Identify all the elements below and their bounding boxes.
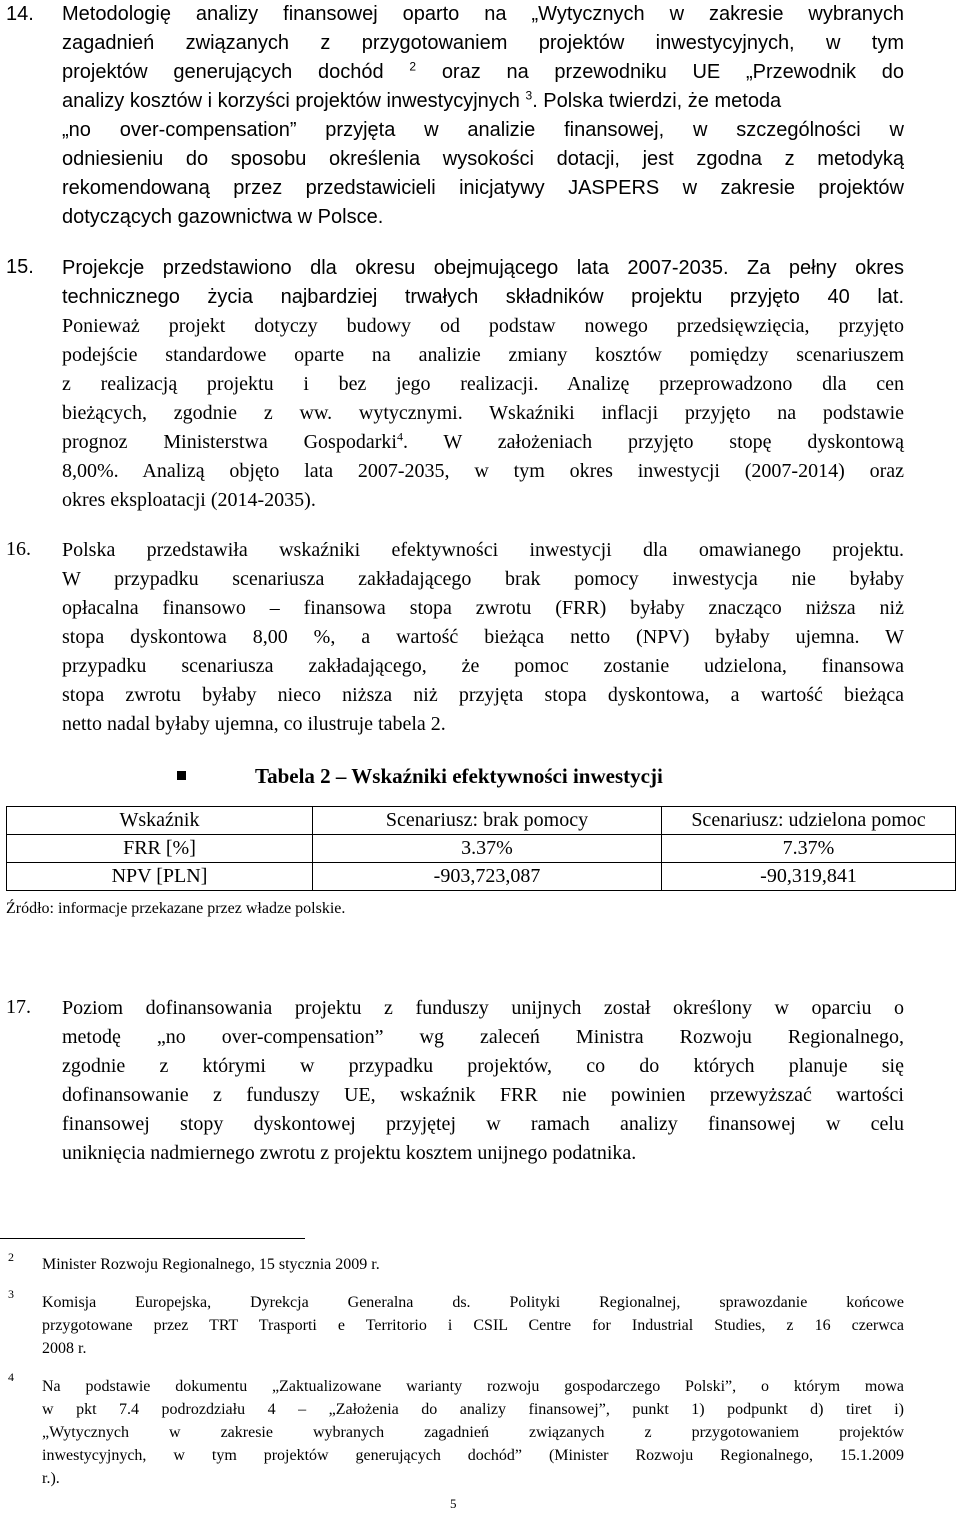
text-line: Projekcje przedstawiono dla okresu obejmującego lata 2007-2035. Za pełny okres [62, 257, 904, 279]
text-line: dofinansowanie z funduszy UE, wskaźnik FRR nie powinien przewyższać wartości [62, 1084, 904, 1106]
text-line: bieżących, zgodnie z ww. wytycznymi. Wskaźniki inflacji przyjęto na podstawie [62, 402, 904, 424]
footnote-line: r.). [42, 1470, 60, 1487]
text-line: z realizacją projektu i bez jego realizacji. Analizę przeprowadzono dla cen [62, 373, 904, 395]
table-cell: 7.37% [662, 835, 956, 863]
text-line: zagadnień związanych z przygotowaniem projektów inwestycyjnych, w tym [62, 32, 904, 54]
table-cell: 3.37% [313, 835, 662, 863]
table-source: Źródło: informacje przekazane przez władze polskie. [6, 900, 346, 917]
text-line: netto nadal byłaby ujemna, co ilustruje tabela 2. [62, 713, 446, 735]
footnote-ref[interactable]: 3 [525, 88, 533, 103]
footnote-line: 2008 r. [42, 1340, 87, 1357]
text-line: 8,00%. Analizą objęto lata 2007-2035, w tym okres inwestycji (2007-2014) oraz [62, 460, 904, 482]
text-line: Metodologię analizy finansowej oparto na „Wytycznych w zakresie wybranych [62, 3, 904, 25]
bullet-icon [177, 771, 186, 780]
paragraph-number: 16. [6, 538, 31, 560]
text-line: zgodnie z którymi w przypadku projektów, co do których planuje się [62, 1055, 904, 1077]
table-row [7, 835, 956, 863]
text-line: przypadku scenariusza zakładającego, że pomoc zostanie udzielona, finansowa [62, 655, 904, 677]
text-line: technicznego życia najbardziej trwałych składników projektu przyjęto 40 lat. [62, 286, 904, 308]
table-header-cell: Scenariusz: brak pomocy [313, 807, 662, 835]
text-line: W przypadku scenariusza zakładającego brak pomocy inwestycja nie byłaby [62, 568, 904, 590]
footnote-line: Minister Rozwoju Regionalnego, 15 stycznia 2009 r. [42, 1256, 380, 1273]
table-header-row [7, 807, 956, 835]
footnote-number: 4 [8, 1370, 14, 1384]
table-cell: FRR [%] [7, 835, 313, 863]
text-line: uniknięcia nadmiernego zwrotu z projektu kosztem unijnego podatnika. [62, 1142, 637, 1164]
footnote-line: Na podstawie dokumentu „Zaktualizowane warianty rozwoju gospodarczego Polski”, o którym mowa [42, 1378, 904, 1395]
text-line: odniesieniu do sposobu określenia wysokości dotacji, jest zgodna z metodyką [62, 148, 904, 170]
text-line: stopa dyskontowa 8,00 %, a wartość bieżąca netto (NPV) byłaby ujemna. W [62, 626, 904, 648]
footnote-number: 3 [8, 1287, 14, 1301]
efficiency-table [6, 806, 956, 891]
text-line: dotyczących gazownictwa w Polsce. [62, 206, 384, 228]
table-cell: NPV [PLN] [7, 863, 313, 891]
text-line: opłacalna finansowo – finansowa stopa zwrotu (FRR) byłaby znacząco niższa niż [62, 597, 904, 619]
text-line: rekomendowaną przez przedstawicieli inicjatywy JASPERS w zakresie projektów [62, 177, 904, 199]
table-row [7, 863, 956, 891]
text-line: okres eksploatacji (2014-2035). [62, 489, 316, 511]
text-line: Ponieważ projekt dotyczy budowy od podstaw nowego przedsięwzięcia, przyjęto [62, 315, 904, 337]
footnote-separator [0, 1238, 305, 1239]
text-line: analizy kosztów i korzyści projektów inwestycyjnych $^3$. Polska twierdzi, że metoda [62, 88, 782, 112]
text-line: metodę „no over-compensation” wg zaleceń Ministra Rozwoju Regionalnego, [62, 1026, 904, 1048]
paragraph-number: 14. [6, 3, 34, 25]
table-cell: -90,319,841 [662, 863, 956, 891]
footnote-line: w pkt 7.4 podrozdziału 4 – „Założenia do analizy finansowej”, punkt 1) podpunkt d) tiret i) [42, 1401, 904, 1418]
text-line: Polska przedstawiła wskaźniki efektywności inwestycji dla omawianego projektu. [62, 539, 904, 561]
table-header-cell: Wskaźnik [7, 807, 313, 835]
footnote-line: inwestycyjnych, w tym projektów generujących dochód” (Minister Rozwoju Regionalnego, 15.1.2009 [42, 1447, 904, 1464]
footnote-line: przygotowane przez TRT Trasporti e Territorio i CSIL Centre for Industrial Studies, z 16 czerwca [42, 1317, 904, 1334]
text-line: „no over-compensation” przyjęta w analizie finansowej, w szczególności w [62, 119, 904, 141]
footnote-line: „Wytycznych w zakresie wybranych zagadnień związanych z przygotowaniem projektów [42, 1424, 904, 1441]
footnote-ref[interactable]: 2 [409, 59, 417, 74]
text-line: podejście standardowe oparte na analizie zmiany kosztów pomiędzy scenariuszem [62, 344, 904, 366]
text-line: stopa zwrotu byłaby nieco niższa niż przyjęta stopa dyskontowa, a wartość bieżąca [62, 684, 904, 706]
table-title: Tabela 2 – Wskaźniki efektywności inwestycji [255, 764, 663, 788]
table-cell: -903,723,087 [313, 863, 662, 891]
text-line: Poziom dofinansowania projektu z funduszy unijnych został określony w oparciu o [62, 997, 904, 1019]
footnote-number: 2 [8, 1250, 14, 1264]
page-number: 5 [450, 1496, 457, 1511]
footnote-ref[interactable]: 4 [396, 429, 403, 444]
text-line: prognoz Ministerstwa Gospodarki$^4$. W założeniach przyjęto stopę dyskontową [62, 429, 905, 453]
paragraph-number: 17. [6, 996, 31, 1018]
paragraph-number: 15. [6, 256, 34, 278]
text-line: projektów generujących dochód $^2$ oraz na przewodniku UE „Przewodnik do [62, 59, 904, 83]
table-header-cell: Scenariusz: udzielona pomoc [662, 807, 956, 835]
text-line: finansowej stopy dyskontowej przyjętej w ramach analizy finansowej w celu [62, 1113, 904, 1135]
footnote-line: Komisja Europejska, Dyrekcja Generalna ds. Polityki Regionalnej, sprawozdanie końcowe [42, 1294, 904, 1311]
